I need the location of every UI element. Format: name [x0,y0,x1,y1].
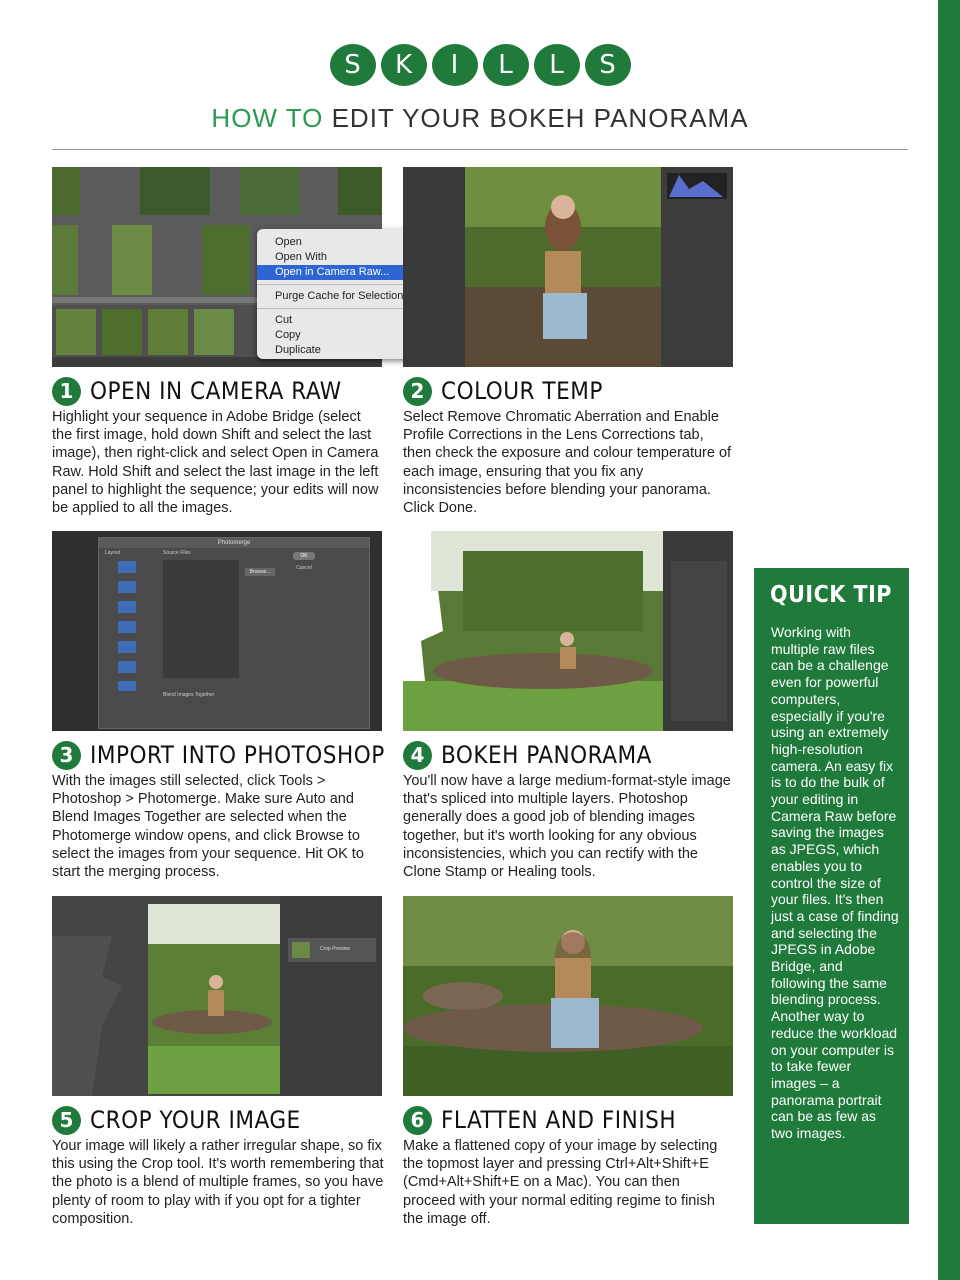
panorama-screenshot [403,531,733,731]
skills-letter: L [534,44,580,86]
file-list [163,560,239,678]
menu-item-cut[interactable]: Cut [275,314,293,326]
photomerge-title: Photomerge [99,538,369,548]
menu-item-open-camera-raw[interactable]: Open in Camera Raw... [257,265,423,280]
step-body: Highlight your sequence in Adobe Bridge (select the first image, hold down Shift and select the last image), then right-click and select Open in Camera Raw. Hold Shift and select the last image in the left panel to highlight the sequence; your edits will now be applied to all the images. [52,409,379,517]
page-title [0,103,960,134]
step-number: 6 [403,1106,432,1135]
browse-button[interactable]: Browse... [245,568,275,576]
step-6 [403,896,735,1228]
step-title: IMPORT INTO PHOTOSHOP [90,741,385,769]
divider [52,149,908,150]
quick-tip-box [754,568,909,1224]
step-body: You'll now have a large medium-format-style image that's spliced into multiple layers. Photoshop generally does a good job of blending images together, but it's worth looking for any obvious inconsistencies, which you can rectify with the Clone Stamp or Healing tools. [403,773,731,881]
menu-item-duplicate[interactable]: Duplicate [275,344,321,356]
menu-separator [257,308,423,309]
bridge-screenshot [52,167,404,367]
step-body: Make a flattened copy of your image by selecting the topmost layer and pressing Ctrl+Alt+Shift+E (Cmd+Alt+Shift+E on a Mac). You can then proceed with your normal editing regime to finish the image off. [403,1138,718,1227]
context-menu [257,229,423,359]
quick-tip-title: QUICK TIP [770,582,892,608]
step-title: CROP YOUR IMAGE [90,1106,301,1134]
menu-item-open[interactable]: Open [275,236,302,248]
step-title: OPEN IN CAMERA RAW [90,377,342,405]
step-body: Select Remove Chromatic Aberration and Enable Profile Corrections in the Lens Corrections tab, then check the exposure and colour temperature of each image, ensuring that you fix any inconsistencies before blending your panorama. Click Done. [403,409,732,517]
step-3 [52,531,384,881]
panorama-view [403,531,733,731]
step-title: BOKEH PANORAMA [441,741,652,769]
step-title: COLOUR TEMP [441,377,603,405]
step-number: 4 [403,741,432,770]
step-body: With the images still selected, click Tools > Photoshop > Photomerge. Make sure Auto and Blend Images Together are selected when the Photomerge window opens, and click Browse to select the images from your sequence. Hit OK to start the merging process. [52,773,364,881]
crop-view [52,896,382,1096]
step-title: FLATTEN AND FINISH [441,1106,677,1134]
skills-letter: K [381,44,427,86]
step-number: 3 [52,741,81,770]
step-body: Your image will likely a rather irregular shape, so fix this using the Crop tool. It's worth remembering that the photo is a blend of multiple frames, so you have plenty of room to play with if you opt for a tighter composition. [52,1138,384,1227]
title-rest: EDIT YOUR BOKEH PANORAMA [323,103,749,133]
source-files-label: Source Files [163,550,191,556]
layer-name[interactable]: Crop Preview [320,946,351,952]
blend-images-option[interactable]: Blend Images Together [163,692,215,698]
final-photo [403,896,733,1096]
skills-banner [0,44,960,86]
skills-letter: L [483,44,529,86]
step-4 [403,531,735,881]
step-1 [52,167,404,517]
menu-item-purge-cache[interactable]: Purge Cache for Selection [275,290,404,302]
layout-icons [116,561,142,691]
menu-item-copy[interactable]: Copy [275,329,301,341]
camera-raw-view [403,167,733,367]
step-number: 5 [52,1106,81,1135]
skills-letter: S [585,44,631,86]
quick-tip-body: Working with multiple raw files can be a challenge even for powerful computers, especially if you're using an extremely high-resolution camera. An easy fix is to do the bulk of your editing in Camera Raw before saving the images as JPEGS, which enables you to control the size of your files. It's then just a case of finding and selecting the JPEGS in Adobe Bridge, and following the same blending process. Another way to reduce the workload on your computer is to take fewer images – a panorama portrait can be as few as two images. [771,624,899,1142]
step-number: 2 [403,377,432,406]
step-number: 1 [52,377,81,406]
camera-raw-screenshot [403,167,733,367]
ok-button[interactable]: OK [293,552,315,560]
photomerge-screenshot [52,531,382,731]
title-accent: HOW TO [211,103,324,133]
page-edge-bar [938,0,960,1280]
layout-label: Layout [105,550,121,556]
skills-letter: S [330,44,376,86]
menu-item-open-with[interactable]: Open With [275,251,327,263]
menu-separator [257,284,423,285]
cancel-button[interactable]: Cancel [296,565,312,571]
final-image [403,896,733,1096]
step-2 [403,167,735,517]
step-5 [52,896,384,1228]
skills-letter: I [432,44,478,86]
crop-screenshot [52,896,382,1096]
